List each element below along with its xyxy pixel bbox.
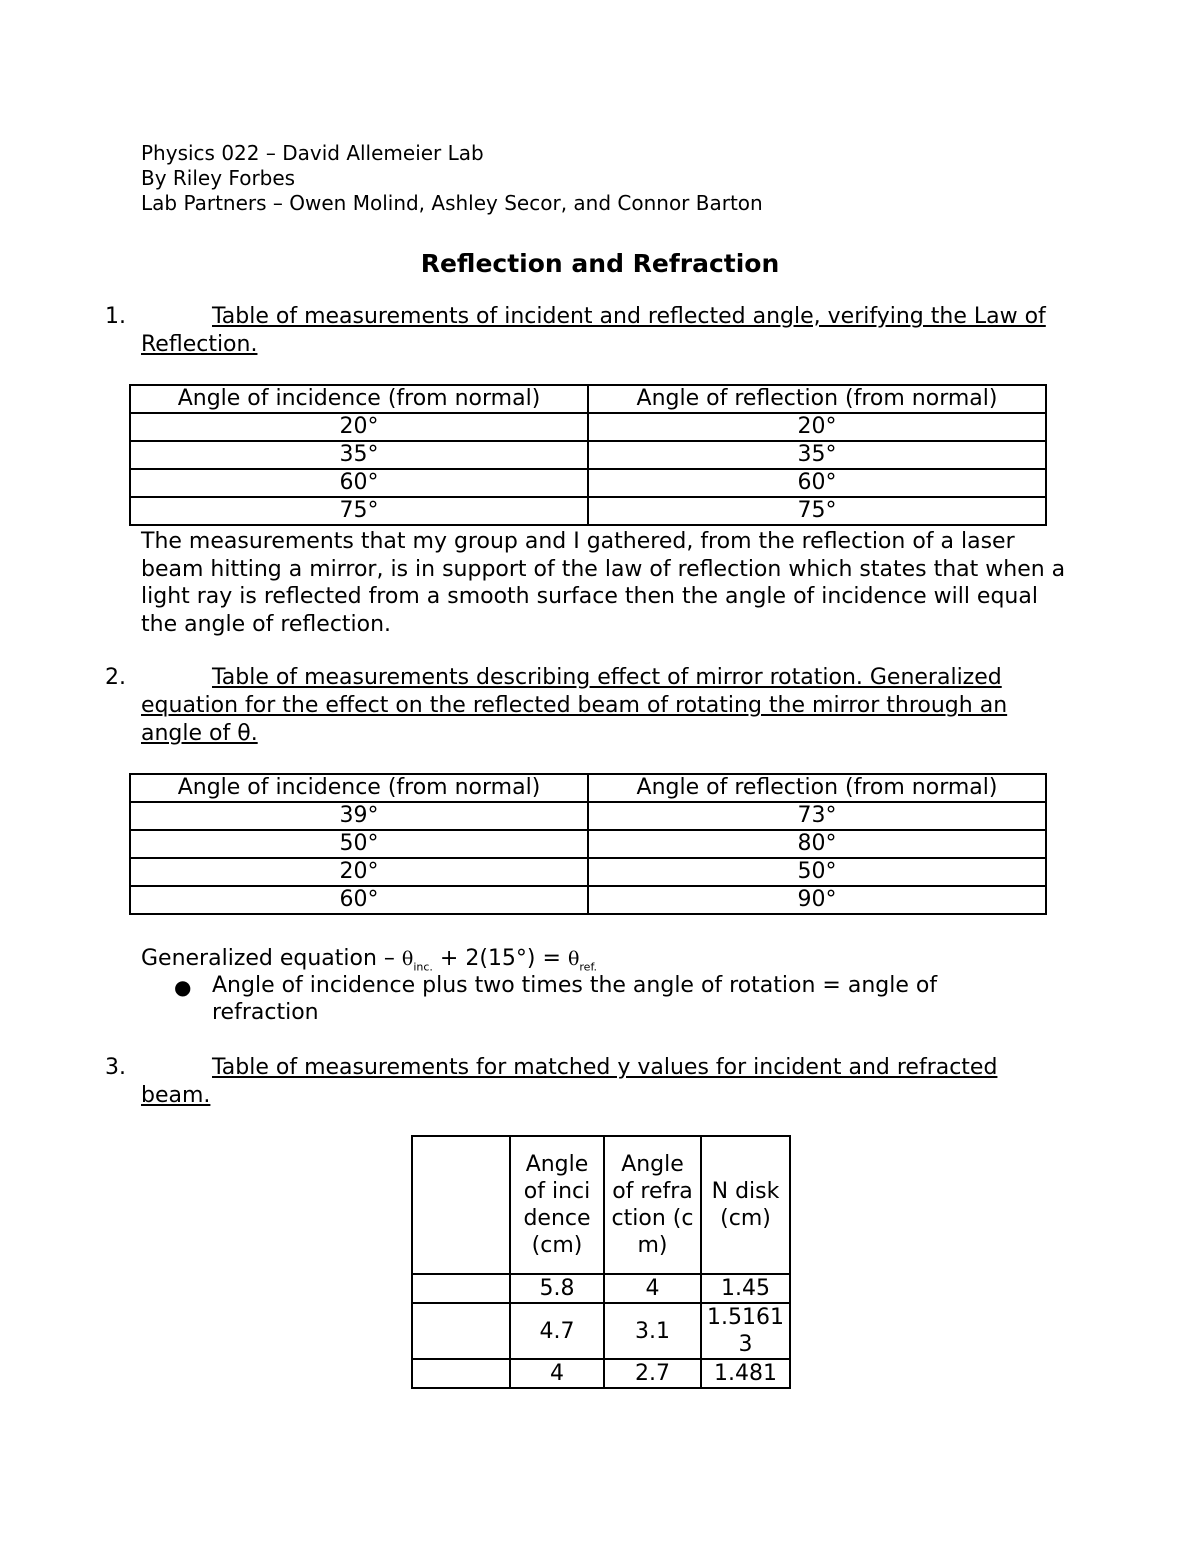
table-cell: 3.1 xyxy=(604,1303,701,1359)
column-header: Angle of refraction (cm) xyxy=(604,1136,701,1274)
reflection-paragraph: The measurements that my group and I gathered, from the reflection of a laser beam hitting a mirror, is in support of the law of reflection which states that when a light ray is reflected from a smooth surface then the angle of incidence will equal the angle of reflection. xyxy=(141,529,1066,637)
section-3-number: 3. xyxy=(105,1055,126,1080)
reflection-table xyxy=(129,384,1047,526)
partners-line: Lab Partners – Owen Molind, Ashley Secor, and Connor Barton xyxy=(141,191,763,215)
table-row xyxy=(412,1359,790,1388)
table-cell: 60° xyxy=(588,469,1046,497)
table-row xyxy=(130,413,1046,441)
table-cell: 20° xyxy=(130,413,588,441)
table-header-row xyxy=(130,385,1046,413)
table-header-row xyxy=(130,774,1046,802)
table-cell: 35° xyxy=(588,441,1046,469)
section-3-heading: Table of measurements for matched y values for incident and refracted beam. xyxy=(141,1055,998,1108)
table-row xyxy=(130,886,1046,914)
page-title: Reflection and Refraction xyxy=(420,249,780,278)
column-header: Angle of incidence (from normal) xyxy=(130,385,588,413)
table-row xyxy=(412,1303,790,1359)
table-cell: 2.7 xyxy=(604,1359,701,1388)
table-cell: 75° xyxy=(588,497,1046,525)
table-cell: 73° xyxy=(588,802,1046,830)
column-header: Angle of incidence (from normal) xyxy=(130,774,588,802)
table-cell: 50° xyxy=(588,858,1046,886)
table-row xyxy=(130,441,1046,469)
table-cell xyxy=(412,1274,510,1303)
table-row xyxy=(130,858,1046,886)
table-cell: 75° xyxy=(130,497,588,525)
table-cell xyxy=(412,1303,510,1359)
course-line: Physics 022 – David Allemeier Lab xyxy=(141,141,484,165)
equation-middle: + 2(15°) = xyxy=(432,946,568,971)
column-header xyxy=(412,1136,510,1274)
subscript-reflected: ref. xyxy=(579,960,598,974)
section-2-number: 2. xyxy=(105,665,126,690)
table-row xyxy=(412,1274,790,1303)
table-cell: 4.7 xyxy=(510,1303,604,1359)
bullet-icon: ● xyxy=(174,975,192,999)
table-row xyxy=(130,830,1046,858)
equation-label: Generalized equation – xyxy=(141,946,402,971)
table-cell xyxy=(412,1359,510,1388)
table-header-row xyxy=(412,1136,790,1274)
theta-symbol: θ xyxy=(401,948,414,970)
table-cell: 20° xyxy=(130,858,588,886)
section-1-heading: Table of measurements of incident and reflected angle, verifying the Law of Reflection. xyxy=(141,304,1046,357)
table-row xyxy=(130,802,1046,830)
table-cell: 90° xyxy=(588,886,1046,914)
table-cell: 35° xyxy=(130,441,588,469)
theta-symbol: θ xyxy=(567,948,580,970)
column-header: Angle of incidence (cm) xyxy=(510,1136,604,1274)
section-1-number: 1. xyxy=(105,304,126,329)
section-2-heading: Table of measurements describing effect of mirror rotation. Generalized equation for the effect on the reflected beam of rotating the mirror through an angle of θ. xyxy=(141,665,1008,746)
table-cell: 50° xyxy=(130,830,588,858)
table-cell: 1.45 xyxy=(701,1274,790,1303)
table-cell: 20° xyxy=(588,413,1046,441)
column-header: N disk (cm) xyxy=(701,1136,790,1274)
table-row xyxy=(130,497,1046,525)
table-cell: 5.8 xyxy=(510,1274,604,1303)
table-cell: 80° xyxy=(588,830,1046,858)
table-row xyxy=(130,469,1046,497)
table-cell: 1.51613 xyxy=(701,1303,790,1359)
table-cell: 60° xyxy=(130,886,588,914)
column-header: Angle of reflection (from normal) xyxy=(588,385,1046,413)
table-cell: 4 xyxy=(510,1359,604,1388)
table-cell: 60° xyxy=(130,469,588,497)
table-cell: 1.481 xyxy=(701,1359,790,1388)
column-header: Angle of reflection (from normal) xyxy=(588,774,1046,802)
table-cell: 4 xyxy=(604,1274,701,1303)
mirror-rotation-table xyxy=(129,773,1047,915)
author-line: By Riley Forbes xyxy=(141,166,296,190)
bullet-text: Angle of incidence plus two times the angle of rotation = angle of refraction xyxy=(212,973,938,1025)
table-cell: 39° xyxy=(130,802,588,830)
refraction-table xyxy=(411,1135,791,1389)
subscript-incident: inc. xyxy=(413,960,433,974)
